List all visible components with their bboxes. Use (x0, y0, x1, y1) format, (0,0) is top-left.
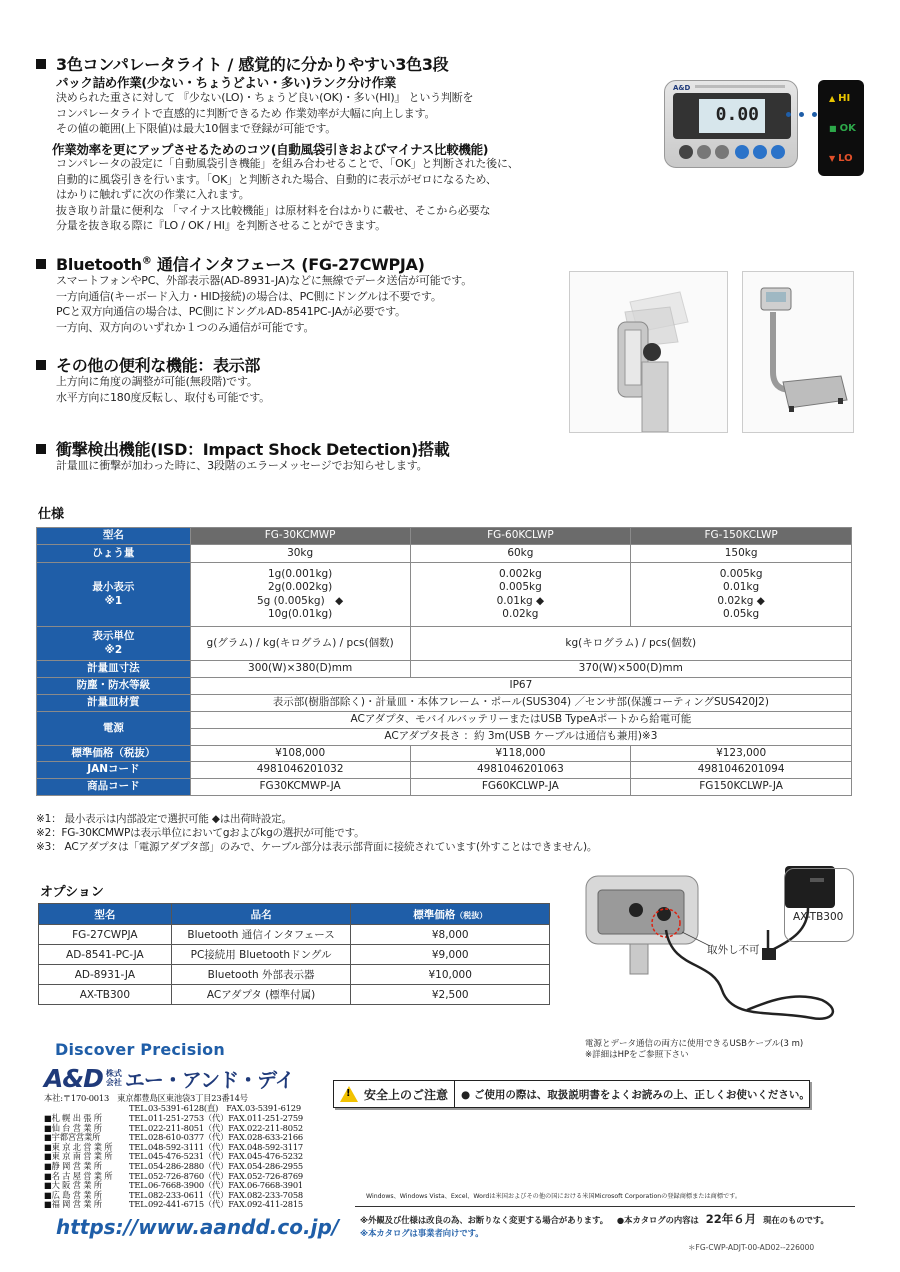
trademark-note: Windows、Windows Vista、Excel、Wordは米国およびその他の国における米国Microsoft Corporationの登録商標または商標です。 (366, 1193, 742, 1200)
safety-text: ● ご使用の際は、取扱説明書をよくお読みの上、正しくお使いください。 (461, 1088, 810, 1101)
subheading-tips: 作業効率を更にアップさせるためのコツ(自動風袋引きおよびマイナス比較機能) (52, 142, 489, 157)
text-line: 一方向、双方向のいずれか１つのみ通信が可能です。 (56, 320, 315, 334)
branch-list (44, 1114, 303, 1210)
heading-text: 衝撃検出機能(ISD：Impact Shock Detection)搭載 (56, 440, 450, 459)
bullet-square-icon (36, 444, 46, 454)
display-rotation-photo (569, 271, 728, 433)
comparator-light-panel (818, 80, 864, 176)
cell: 4981046201063 (410, 762, 631, 779)
section-heading-bluetooth (36, 252, 425, 275)
cell: 300(W)×380(D)mm (190, 661, 410, 678)
table-row: AD-8541-PC-JA PC接続用 Bluetoothドングル ¥9,000 (39, 945, 550, 965)
note-line: ※1： 最小表示は内部設定で選択可能 ◆は出荷時設定。 (36, 813, 292, 825)
text-line: 上方向に角度の調整が可能(無段階)です。 (56, 375, 258, 388)
ok-label: OK (839, 122, 856, 134)
device-brand-logo: A&D (673, 84, 691, 92)
mode-key-icon (715, 145, 729, 159)
branch-row: ■大 阪 営 業 所 TEL.06-7668-3900（代）FAX.06-7668-3901 (44, 1180, 303, 1191)
safety-notice (333, 1080, 810, 1108)
lo-label: LO (838, 152, 853, 164)
label-note: ※1 (104, 594, 123, 607)
row-label: 計量皿材質 (37, 695, 191, 712)
registered-mark: ® (141, 255, 152, 267)
change-note: ※外観及び仕様は改良の為、お断りなく変更する場合があります。 (360, 1215, 609, 1225)
doc-code: ＊FG-CWP-ADJT-00-AD02--226000 (688, 1243, 815, 1252)
header-model: 型名 (37, 528, 191, 545)
branch-row: ■名 古 屋 営 業 所 TEL.052-726-8760（代）FAX.052-726-8769 (44, 1170, 303, 1181)
cell: FG30KCMWP-JA (190, 779, 410, 796)
tare-key-icon (753, 145, 767, 159)
options-title: オプション (40, 885, 104, 900)
table-row (37, 695, 852, 712)
spec-notes (36, 812, 597, 854)
branch-row: ■広 島 営 業 所 TEL.082-233-0611（代）FAX.082-233-7058 (44, 1189, 303, 1200)
warning-triangle-icon: ! (340, 1086, 358, 1102)
down-arrow-icon: ▼ (829, 153, 836, 163)
branch-row: ■東 京 北 営 業 所 TEL.048-592-3111（代）FAX.048-592-3117 (44, 1141, 303, 1152)
not-removable-callout: 取外し不可 (707, 944, 760, 956)
text-line: 一方向通信(キーボード入力・HID接続)の場合は、PC側にドングルは不要です。 (56, 289, 442, 303)
section-heading-isd (36, 437, 449, 460)
bluetooth-description (56, 273, 472, 335)
branch-row: ■札 幌 出 張 所 TEL.011-251-2753（代）FAX.011-251-2759 (44, 1113, 303, 1123)
text-line: コンパレータライトで直感的に判断できるため 作業効率が大幅に向上します。 (56, 106, 436, 120)
lo-indicator (824, 144, 858, 172)
text-line: はかりに触れずに次の作業に入れます。 (56, 188, 250, 201)
device-button-row (679, 145, 785, 161)
heading-text: 3色コンパレータライト / 感覚的に分かりやすい3色3段 (56, 55, 449, 74)
cell: 表示部(樹脂部除く)・計量皿・本体フレーム・ポール(SUS304) ／センサ部(保護コーティングSUS420J2) (190, 695, 851, 712)
hi-label: HI (838, 92, 851, 104)
header-col: FG-60KCLWP (410, 528, 631, 545)
branch-row: ■福 岡 営 業 所 TEL.092-441-6715（代）FAX.092-411-2815 (44, 1199, 303, 1210)
cell: ACアダプタ、モバイルバッテリーまたはUSB TypeAポートから給電可能 (190, 712, 851, 729)
hi-indicator (824, 84, 858, 112)
cell: 30kg (190, 545, 410, 563)
isd-description (56, 458, 427, 474)
text-line: 自動的に風袋引きを行います。「OK」と判断された場合、自動的に表示がゼロになるため、 (56, 172, 497, 186)
branch-row: ■宇都宮営業所 TEL.028-610-0377（代）FAX.028-633-2166 (44, 1132, 303, 1143)
cell: IP67 (190, 678, 851, 695)
note-line: ※3： ACアダプタは「電源アダプタ部」のみで、ケーブル部分は表示部背面に接続されています(外すことはできません)。 (36, 841, 598, 853)
bullet-square-icon (36, 360, 46, 370)
cell: 0.002kg 0.005kg 0.01kg ◆ 0.02kg (410, 563, 631, 627)
device-label-strip (695, 85, 785, 88)
hq-tel: TEL.03-5391-6128(直) FAX.03-5391-6129 (129, 1103, 301, 1113)
company-logo (44, 1065, 294, 1091)
table-row (37, 712, 852, 729)
cell: 0.005kg 0.01kg 0.02kg ◆ 0.05kg (631, 563, 852, 627)
lcd-screen (699, 99, 765, 133)
power-key-icon (771, 145, 785, 159)
text-line: 決められた重さに対して 『少ない(LO)・ちょうど良い(OK)・多い(HI)』 という判断を (56, 91, 474, 104)
row-label: ひょう量 (37, 545, 191, 563)
heading-text: その他の便利な機能：表示部 (56, 356, 261, 375)
cell: g(グラム) / kg(キログラム) / pcs(個数) (190, 627, 410, 661)
comparator-description (56, 90, 473, 137)
safety-label: 安全上のご注意 (364, 1087, 449, 1102)
cell: kg(キログラム) / pcs(個数) (410, 627, 852, 661)
bullet-square-icon (36, 259, 46, 269)
header-price: 標準価格（税抜） (351, 904, 550, 925)
table-row (37, 762, 852, 779)
section-heading-display (36, 353, 260, 376)
table-row (37, 746, 852, 762)
text-line: PCと双方向通信の場合は、PC側にドングルAD-8541PC-JAが必要です。 (56, 305, 406, 318)
adapter-frame (784, 868, 854, 942)
options-table (38, 903, 550, 1005)
section-heading-comparator (36, 52, 448, 75)
table-row: FG-27CWPJA Bluetooth 通信インタフェース ¥8,000 (39, 925, 550, 945)
branch-row: ■東 京 南 営 業 所 TEL.045-476-5231（代）FAX.045-476-5232 (44, 1151, 303, 1162)
text-line: その値の範囲(上下限値)は最大10個まで登録が可能です。 (56, 122, 337, 135)
header-name: 品名 (171, 904, 351, 925)
table-row (37, 545, 852, 563)
sample-key-icon (697, 145, 711, 159)
company-name: エー・アンド・デイ (124, 1067, 294, 1092)
cell: FG150KCLWP-JA (631, 779, 852, 796)
text-line: 抜き取り計量に便利な 「マイナス比較機能」は原材料を台はかりに載せ、そこから必要な (56, 203, 491, 217)
safety-label-box (334, 1081, 455, 1107)
cell: ¥108,000 (190, 746, 410, 762)
tips-description (56, 156, 519, 234)
cable-caption (585, 1039, 803, 1061)
note-line: ※2：FG-30KCMWPは表示単位においてgおよびkgの選択が可能です。 (36, 827, 365, 839)
cell: 150kg (631, 545, 852, 563)
row-label: 防塵・防水等級 (37, 678, 191, 695)
catalog-note-post: 現在のものです。 (763, 1215, 829, 1225)
header-col: FG-30KCMWP (190, 528, 410, 545)
table-row (37, 678, 852, 695)
hq-address: 本社:〒170-0013 東京都豊島区東池袋3丁目23番14号 (44, 1093, 248, 1103)
header-col: FG-150KCLWP (631, 528, 852, 545)
catalog-note-pre: ●本カタログの内容は (616, 1215, 699, 1225)
row-label: JANコード (37, 762, 191, 779)
print-key-icon (735, 145, 749, 159)
cell: 370(W)×500(D)mm (410, 661, 852, 678)
footer-divider (355, 1206, 855, 1207)
branch-row: ■仙 台 営 業 所 TEL.022-211-8051（代）FAX.022-211-8052 (44, 1122, 303, 1133)
scale-product-photo (742, 271, 854, 433)
cell: FG60KCLWP-JA (410, 779, 631, 796)
row-label: 商品コード (37, 779, 191, 796)
text-line: 水平方向に180度反転し、取付も可能です。 (56, 390, 270, 404)
table-row (37, 627, 852, 661)
branch-row: ■静 岡 営 業 所 TEL.054-286-2880（代）FAX.054-286-2955 (44, 1160, 303, 1171)
ok-square-icon: ■ (829, 123, 837, 133)
subheading-pack: パック詰め作業(少ない・ちょうどよい・多い)ランク分け作業 (56, 75, 396, 90)
bullet-square-icon (36, 59, 46, 69)
row-label: 計量皿寸法 (37, 661, 191, 678)
cell: 4981046201032 (190, 762, 410, 779)
table-row: AD-8931-JA Bluetooth 外部表示器 ¥10,000 (39, 965, 550, 985)
table-row: AX-TB300 ACアダプタ (標準付属) ¥2,500 (39, 985, 550, 1005)
website-link[interactable]: https://www.aandd.co.jp/ (56, 1215, 340, 1239)
cell: ACアダプタ長さ ：約 3m(USB ケーブルは通信も兼用)※3 (190, 729, 851, 746)
table-row (37, 563, 852, 627)
up-arrow-icon: ▲ (829, 93, 836, 103)
header-model: 型名 (39, 904, 172, 925)
kaisha-mark: 株式 会社 (105, 1069, 122, 1087)
spec-table (36, 527, 852, 796)
text-line: 計量皿に衝撃が加わった時に、3段階のエラーメッセージでお知らせします。 (56, 459, 428, 472)
display-description (56, 374, 270, 405)
row-label: 表示単位 ※2 (37, 627, 191, 661)
catalog-note (360, 1211, 829, 1227)
catalog-date: 22年６月 (705, 1212, 757, 1226)
label-text: 最小表示 (92, 581, 135, 593)
heading-text: Bluetooth (56, 255, 142, 274)
table-row (37, 779, 852, 796)
cell: 60kg (410, 545, 631, 563)
spec-title: 仕様 (38, 507, 65, 522)
row-label: 標準価格（税抜） (37, 746, 191, 762)
caption-line: ※詳細はHPをご参照下さい (585, 1050, 689, 1060)
adapter-label: AX-TB300 (793, 911, 844, 923)
table-row (37, 661, 852, 678)
business-note: ※本カタログは事業者向けです。 (360, 1228, 484, 1238)
cell: ¥118,000 (410, 746, 631, 762)
and-logo-icon: A&D (44, 1063, 103, 1093)
text-line: 分量を抜き取る際に『LO / OK / HI』を判断させることができます。 (56, 219, 386, 232)
device-display-frame (673, 93, 791, 139)
text-line: コンパレータの設定に「自動風袋引き機能」を組み合わせることで、「OK」と判断された後に、 (56, 157, 519, 170)
zero-key-icon (679, 145, 693, 159)
heading-text-suffix: 通信インタフェース (FG-27CWPJA) (151, 255, 425, 274)
text-line: スマートフォンやPC、外部表示器(AD-8931-JA)などに無線でデータ送信が可能です。 (56, 274, 473, 287)
tagline: Discover Precision (55, 1040, 225, 1059)
row-label: 電源 (37, 712, 191, 746)
cell: 4981046201094 (631, 762, 852, 779)
row-label (37, 563, 191, 627)
cell: 1g(0.001kg) 2g(0.002kg) 5g (0.005kg) ◆ 10g(0.01kg) (190, 563, 410, 627)
lcd-value: 0.00 (715, 104, 759, 125)
indicator-device-image (664, 80, 798, 168)
cell: ¥123,000 (631, 746, 852, 762)
ok-indicator (824, 114, 858, 142)
caption-line: 電源とデータ通信の両方に使用できるUSBケーブル(3 m) (585, 1039, 804, 1049)
